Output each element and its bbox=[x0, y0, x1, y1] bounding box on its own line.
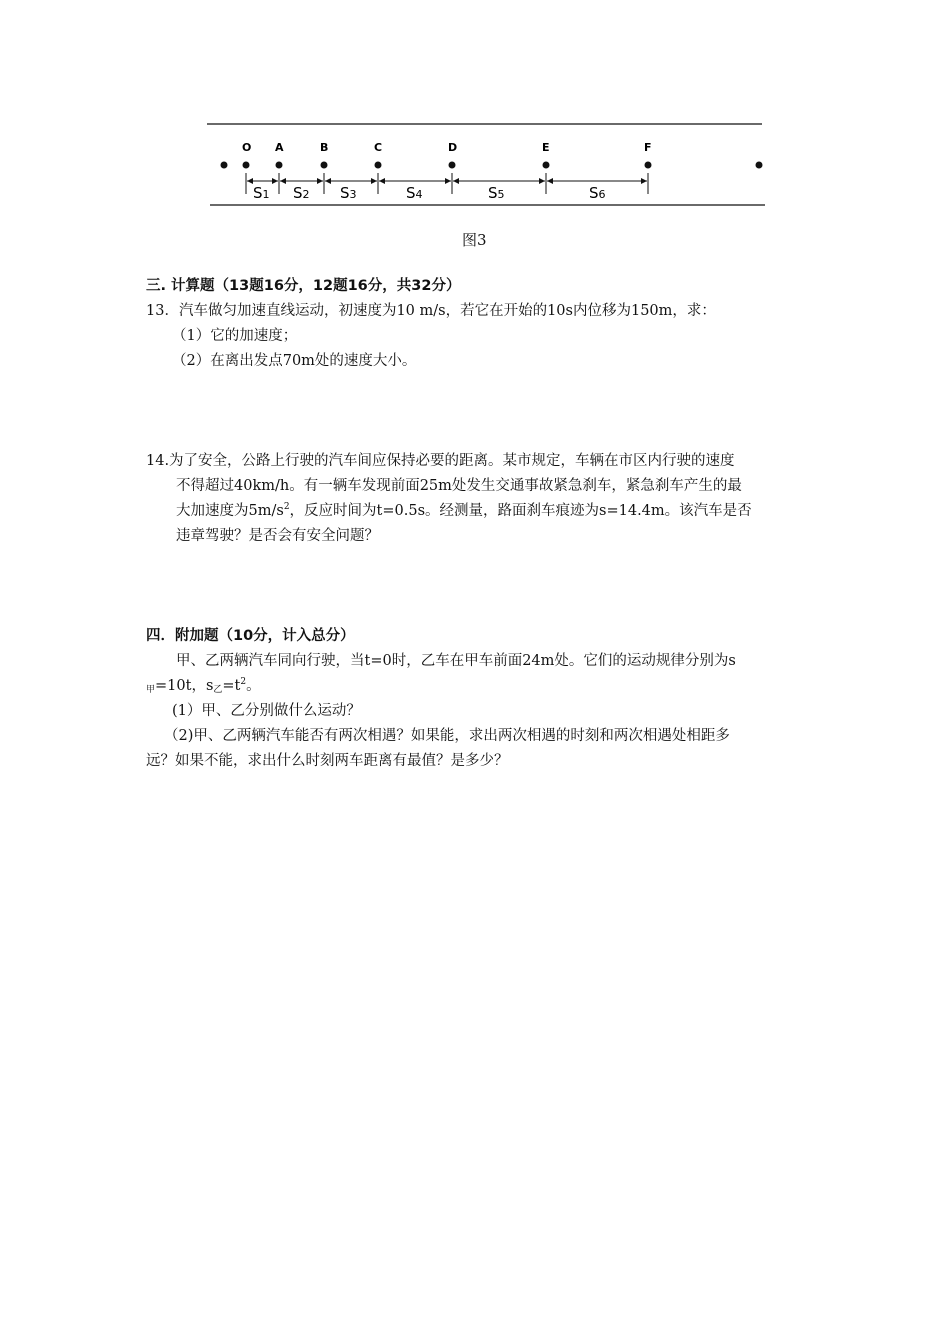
q13-stem: 13．汽车做匀加速直线运动，初速度为10 m/s，若它在开始的10s内位移为150m，求： bbox=[146, 303, 716, 319]
section4-part2-line1: （2)甲、乙两辆汽车能否有两次相遇？如果能，求出两次相遇的时刻和两次相遇处相距多 bbox=[164, 728, 730, 744]
segment-label-s6: S6 bbox=[589, 184, 606, 202]
q13-part1: （1）它的加速度； bbox=[172, 328, 298, 344]
section4-part1: (1）甲、乙分别做什么运动？ bbox=[172, 703, 361, 719]
dot-right-end bbox=[756, 162, 763, 169]
section4-part2-line2: 远？如果不能，求出什么时刻两车距离有最值？是多少？ bbox=[146, 753, 509, 769]
dot-A bbox=[276, 162, 283, 169]
figure-caption: 图3 bbox=[462, 231, 487, 249]
arrowhead bbox=[325, 178, 331, 184]
section3-heading: 三. 计算题（13题16分，12题16分，共32分） bbox=[146, 278, 461, 294]
arrowhead bbox=[641, 178, 647, 184]
arrowhead bbox=[453, 178, 459, 184]
arrowhead bbox=[539, 178, 545, 184]
section4-line1: 甲、乙两辆汽车同向行驶，当t=0时，乙车在甲车前面24m处。它们的运动规律分别为s bbox=[176, 653, 736, 669]
segment-label-s1: S1 bbox=[253, 184, 270, 202]
label-D: D bbox=[448, 141, 458, 154]
arrowhead bbox=[547, 178, 553, 184]
arrowhead bbox=[379, 178, 385, 184]
dot-D bbox=[449, 162, 456, 169]
dot-left-end bbox=[221, 162, 228, 169]
q14-line4: 违章驾驶？是否会有安全问题？ bbox=[176, 528, 379, 544]
q14-line3: 大加速度为$5m/s^2$，反应时间为t=0.5s。经测量，路面刹车痕迹为s=14.4m。该汽车是否 bbox=[176, 502, 752, 519]
dot-C bbox=[375, 162, 382, 169]
label-A: A bbox=[275, 141, 284, 154]
dot-E bbox=[543, 162, 550, 169]
dot-O bbox=[243, 162, 250, 169]
arrowhead bbox=[272, 178, 278, 184]
segment-label-s2: S2 bbox=[293, 184, 310, 202]
segment-label-s4: S4 bbox=[406, 184, 423, 202]
q14-line2: 不得超过40km/h。有一辆车发现前面25m处发生交通事故紧急刹车，紧急刹车产生的最 bbox=[176, 478, 742, 494]
tape-figure bbox=[0, 0, 950, 220]
dot-B bbox=[321, 162, 328, 169]
segment-label-s3: S3 bbox=[340, 184, 357, 202]
section4-line2: $_甲$=10t，$s_乙=t^2$。 bbox=[146, 677, 261, 695]
label-F: F bbox=[644, 141, 652, 154]
label-E: E bbox=[542, 141, 550, 154]
segment-label-s5: S5 bbox=[488, 184, 505, 202]
q14-line1: 14.为了安全，公路上行驶的汽车间应保持必要的距离。某市规定，车辆在市区内行驶的速度 bbox=[146, 453, 735, 469]
section4-heading: 四．附加题（10分，计入总分） bbox=[146, 628, 355, 644]
arrowhead bbox=[371, 178, 377, 184]
arrowhead bbox=[445, 178, 451, 184]
arrowhead bbox=[280, 178, 286, 184]
q13-part2: （2）在离出发点70m处的速度大小。 bbox=[172, 353, 417, 369]
label-B: B bbox=[320, 141, 329, 154]
label-C: C bbox=[374, 141, 383, 154]
label-O: O bbox=[242, 141, 252, 154]
dot-F bbox=[645, 162, 652, 169]
arrowhead bbox=[317, 178, 323, 184]
